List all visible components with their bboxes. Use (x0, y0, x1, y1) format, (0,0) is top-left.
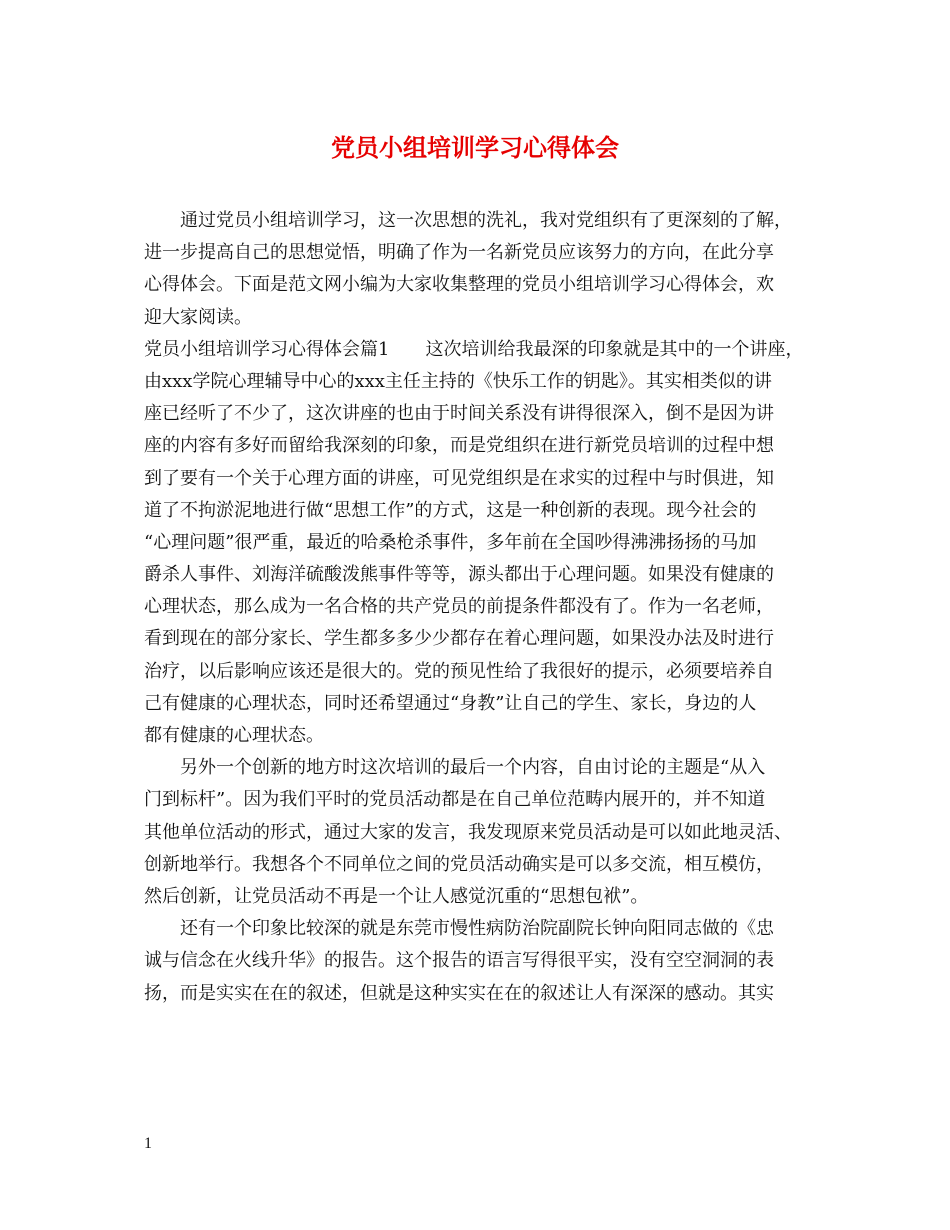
text-line: 门到标杆”。因为我们平时的党员活动都是在自己单位范畴内展开的，并不知道 (144, 789, 766, 811)
text-line: 然后创新，让党员活动不再是一个让人感觉沉重的“思想包袱”。 (144, 885, 649, 907)
page-number: 1 (144, 1135, 152, 1152)
text-line: 到了要有一个关于心理方面的讲座，可见党组织是在求实的过程中与时俱进，知 (144, 467, 774, 489)
text-line: 另外一个创新的地方时这次培训的最后一个内容，自由讨论的主题是“从入 (180, 757, 766, 779)
text-line: 迎大家阅读。 (144, 306, 252, 328)
text-line: 进一步提高自己的思想觉悟，明确了作为一名新党员应该努力的方向，在此分享 (144, 242, 774, 264)
text-line: “心理问题”很严重，最近的哈桑枪杀事件，多年前在全国吵得沸沸扬扬的马加 (144, 531, 757, 553)
text-line: 治疗，以后影响应该还是很大的。党的预见性给了我很好的提示，必须要培养自 (144, 660, 774, 682)
document-title: 党员小组培训学习心得体会 (331, 133, 619, 162)
text-line: 爵杀人事件、刘海洋硫酸泼熊事件等等，源头都出于心理问题。如果没有健康的 (144, 564, 774, 586)
text-line: 心得体会。下面是范文网小编为大家收集整理的党员小组培训学习心得体会，欢 (144, 274, 774, 296)
text-line: 诚与信念在火线升华》的报告。这个报告的语言写得很平实，没有空空洞洞的表 (144, 950, 774, 972)
text-line: 看到现在的部分家长、学生都多多少少都存在着心理问题，如果没办法及时进行 (144, 628, 774, 650)
text-line: 党员小组培训学习心得体会篇1 这次培训给我最深的印象就是其中的一个讲座， (144, 338, 804, 360)
text-line: 其他单位活动的形式，通过大家的发言，我发现原来党员活动是可以如此地灵活、 (144, 821, 792, 843)
text-line: 心理状态，那么成为一名合格的共产党员的前提条件都没有了。作为一名老师， (144, 596, 774, 618)
text-line: 通过党员小组培训学习，这一次思想的洗礼，我对党组织有了更深刻的了解， (180, 210, 792, 231)
text-line: 创新地举行。我想各个不同单位之间的党员活动确实是可以多交流，相互模仿， (144, 853, 774, 875)
text-line: 扬，而是实实在在的叙述，但就是这种实实在在的叙述让人有深深的感动。其实 (144, 982, 774, 1004)
text-line: 还有一个印象比较深的就是东莞市慢性病防治院副院长钟向阳同志做的《忠 (180, 918, 774, 940)
text-line: 座的内容有多好而留给我深刻的印象，而是党组织在进行新党员培训的过程中想 (144, 435, 774, 457)
document-body (144, 205, 826, 1010)
text-line: 都有健康的心理状态。 (144, 725, 324, 746)
text-line: 座已经听了不少了，这次讲座的也由于时间关系没有讲得很深入，倒不是因为讲 (144, 403, 774, 425)
text-line: 己有健康的心理状态，同时还希望通过“身教”让自己的学生、家长，身边的人 (144, 692, 757, 714)
text-line: 道了不拘淤泥地进行做“思想工作”的方式，这是一种创新的表现。现今社会的 (144, 499, 757, 521)
text-line: 由xxx学院心理辅导中心的xxx主任主持的《快乐工作的钥匙》。其实相类似的讲 (144, 370, 772, 392)
